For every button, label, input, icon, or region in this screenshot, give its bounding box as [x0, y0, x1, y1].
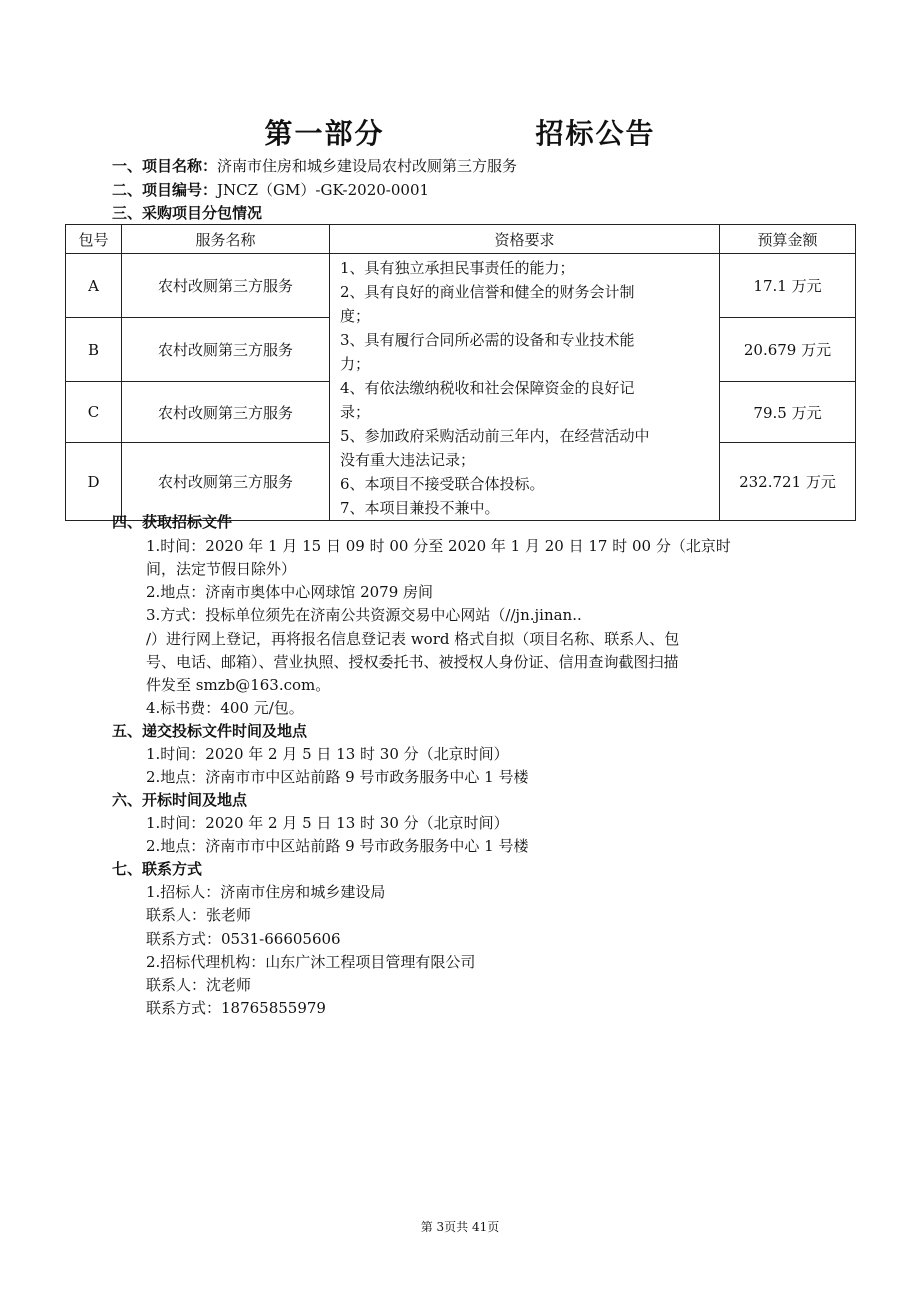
body-line: 2.地点：济南市市中区站前路 9 号市政务服务中心 1 号楼	[146, 837, 529, 855]
cell-budget: 232.721 万元	[720, 443, 856, 521]
body-line: 2.地点：济南市奥体中心网球馆 2079 房间	[146, 583, 434, 601]
body-line: 2.招标代理机构：山东广沐工程项目管理有限公司	[146, 953, 476, 971]
body-line: 3.方式：投标单位须先在济南公共资源交易中心网站（//jn.jinan..	[146, 606, 582, 624]
body-line: 件发至 smzb@163.com。	[146, 676, 331, 694]
requirement-item: 6、本项目不接受联合体投标。	[340, 475, 545, 493]
page-title: 第一部分 招标公告	[264, 117, 656, 150]
header-package: 包号	[66, 225, 122, 254]
body-line: /）进行网上登记，再将报名信息登记表 word 格式自拟（项目名称、联系人、包	[146, 630, 680, 648]
cell-service: 农村改厕第三方服务	[122, 254, 330, 318]
cell-qualifications	[330, 254, 720, 521]
page-footer: 第 3页共 41页	[420, 1220, 500, 1234]
section-heading: 五、递交投标文件时间及地点	[112, 722, 308, 740]
body-line: 1.时间：2020 年 1 月 15 日 09 时 00 分至 2020 年 1 月 20 日 17 时 00 分（北京时	[146, 537, 731, 555]
header-budget: 预算金额	[720, 225, 856, 254]
section-heading: 六、开标时间及地点	[112, 791, 248, 809]
cell-budget: 79.5 万元	[720, 382, 856, 443]
project-number-value: JNCZ（GM）-GK-2020-0001	[217, 181, 430, 199]
package-table	[65, 224, 856, 521]
requirement-item: 4、有依法缴纳税收和社会保障资金的良好记	[340, 379, 635, 397]
cell-budget: 17.1 万元	[720, 254, 856, 318]
body-line: 联系方式：18765855979	[146, 999, 326, 1017]
cell-package: C	[66, 382, 122, 443]
body-line: 联系方式：0531-66605606	[146, 930, 341, 948]
cell-package: D	[66, 443, 122, 521]
requirement-item: 1、具有独立承担民事责任的能力；	[340, 259, 575, 277]
requirement-item: 5、参加政府采购活动前三年内，在经营活动中	[340, 427, 650, 445]
body-line: 间，法定节假日除外）	[146, 560, 297, 578]
body-line: 1.招标人：济南市住房和城乡建设局	[146, 883, 386, 901]
body-line: 2.地点：济南市市中区站前路 9 号市政务服务中心 1 号楼	[146, 768, 529, 786]
section-label: 一、项目名称：	[112, 157, 218, 175]
requirement-item: 3、具有履行合同所必需的设备和专业技术能	[340, 331, 635, 349]
body-line: 1.时间：2020 年 2 月 5 日 13 时 30 分（北京时间）	[146, 745, 509, 763]
requirement-item: 没有重大违法记录；	[340, 451, 476, 469]
section-project-name	[112, 156, 517, 176]
header-qualification: 资格要求	[330, 225, 720, 254]
body-line: 1.时间：2020 年 2 月 5 日 13 时 30 分（北京时间）	[146, 814, 509, 832]
table-row	[66, 254, 856, 318]
cell-package: A	[66, 254, 122, 318]
cell-service: 农村改厕第三方服务	[122, 443, 330, 521]
requirement-item: 录；	[340, 403, 371, 421]
header-service: 服务名称	[122, 225, 330, 254]
requirement-item: 2、具有良好的商业信誉和健全的财务会计制	[340, 283, 635, 301]
project-name-value: 济南市住房和城乡建设局农村改厕第三方服务	[217, 157, 518, 175]
cell-service: 农村改厕第三方服务	[122, 318, 330, 382]
section-project-number	[112, 180, 429, 200]
body-line: 联系人：沈老师	[146, 976, 252, 994]
cell-service: 农村改厕第三方服务	[122, 382, 330, 443]
requirement-item: 力；	[340, 355, 371, 373]
cell-budget: 20.679 万元	[720, 318, 856, 382]
body-line: 4.标书费：400 元/包。	[146, 699, 304, 717]
section-heading: 七、联系方式	[112, 860, 203, 878]
body-line: 号、电话、邮箱）、营业执照、授权委托书、被授权人身份证、信用查询截图扫描	[146, 653, 679, 671]
section-heading: 四、获取招标文件	[112, 513, 233, 531]
cell-package: B	[66, 318, 122, 382]
table-header-row	[66, 225, 856, 254]
body-line: 联系人：张老师	[146, 906, 252, 924]
requirement-item: 7、本项目兼投不兼中。	[340, 499, 500, 517]
requirement-item: 度；	[340, 307, 371, 325]
section-label: 二、项目编号：	[112, 181, 218, 199]
section-packages-heading: 三、采购项目分包情况	[112, 204, 263, 222]
